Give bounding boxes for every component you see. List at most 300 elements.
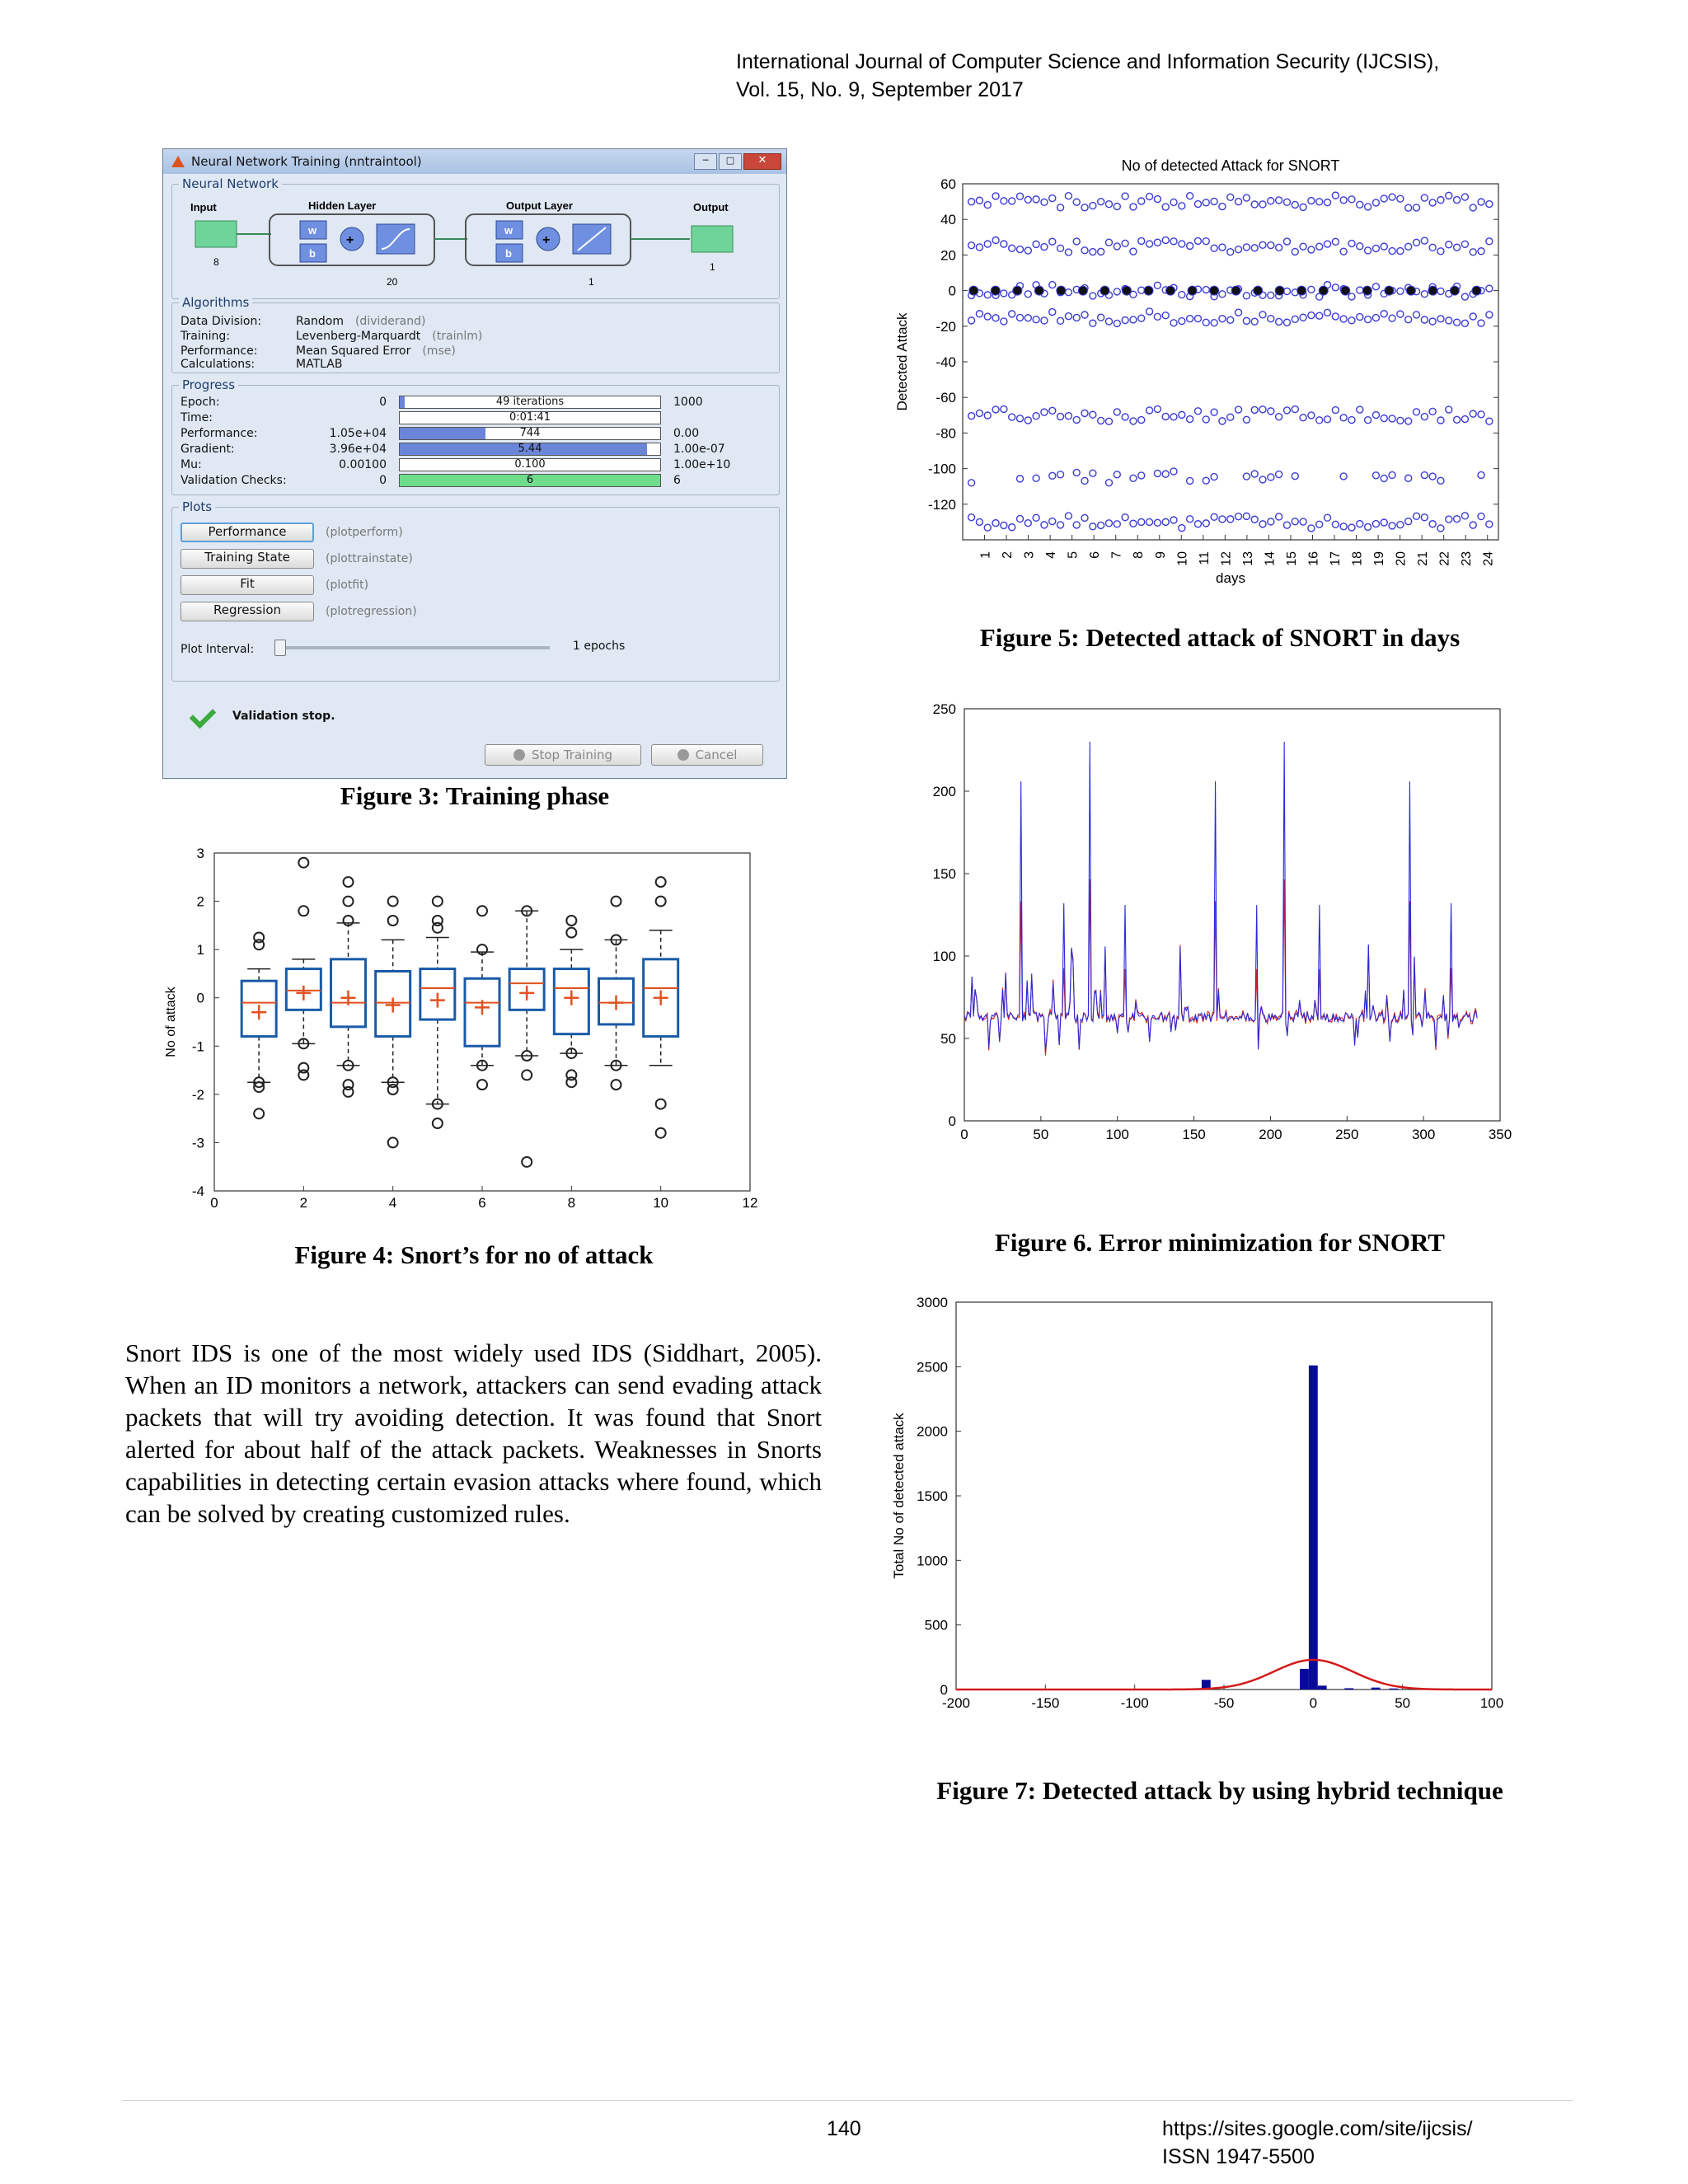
- data-point: [1421, 291, 1428, 298]
- data-point: [1009, 311, 1015, 317]
- x-tick-label: 4: [388, 1195, 397, 1211]
- data-point: [1211, 409, 1217, 415]
- data-point: [1073, 238, 1080, 245]
- data-point: [1292, 316, 1298, 322]
- histogram-bar: [1318, 1685, 1327, 1690]
- data-point: [1446, 192, 1452, 199]
- algo-row-performance: Performance: Mean Squared Error (mse): [181, 344, 456, 358]
- data-point: [1470, 522, 1476, 528]
- performance-plot-button[interactable]: Performance: [181, 523, 314, 542]
- mean-marker: [519, 986, 534, 1001]
- footer-links: [1162, 2115, 1473, 2171]
- progress-end: 1000: [673, 396, 703, 409]
- data-point: [1105, 201, 1112, 208]
- x-tick-label: -50: [1213, 1695, 1235, 1711]
- data-point: [1340, 248, 1347, 255]
- footer-rule: [122, 2100, 1573, 2101]
- mean-marker: [296, 986, 311, 1001]
- algo-row-training: Training: Levenberg-Marquardt (trainlm): [181, 330, 483, 343]
- y-tick-label: 0: [196, 990, 204, 1006]
- data-point: [1162, 471, 1169, 477]
- data-point: [1049, 472, 1056, 479]
- input-label: Input: [190, 201, 217, 213]
- data-point: [1461, 194, 1468, 200]
- data-point: [1300, 243, 1306, 250]
- cancel-label: Cancel: [695, 748, 738, 762]
- highlight-point: [1144, 286, 1153, 295]
- data-point: [1478, 513, 1484, 520]
- y-tick-label: 2000: [917, 1423, 948, 1440]
- data-point: [1486, 312, 1493, 318]
- y-tick-label: -20: [935, 318, 956, 335]
- outlier-point: [656, 1099, 666, 1109]
- data-point: [1268, 242, 1274, 249]
- data-point: [1154, 239, 1160, 246]
- data-point: [1372, 284, 1379, 290]
- highlight-point: [991, 286, 1000, 295]
- data-point: [1219, 316, 1226, 322]
- slider-thumb[interactable]: [274, 640, 286, 656]
- data-point: [984, 412, 991, 419]
- progress-title: Progress: [179, 377, 238, 392]
- outlier-point: [388, 897, 398, 907]
- data-point: [1057, 204, 1064, 211]
- y-axis-label: No of attack: [164, 987, 178, 1057]
- data-point: [1187, 416, 1193, 423]
- data-point: [1405, 475, 1412, 481]
- data-point: [984, 202, 991, 209]
- data-point: [1348, 196, 1355, 203]
- maximize-button[interactable]: □: [719, 153, 742, 170]
- chart-title: No of detected Attack for SNORT: [1121, 157, 1340, 174]
- data-point: [1146, 241, 1153, 247]
- outlier-point: [298, 1070, 308, 1080]
- data-point: [1041, 199, 1048, 205]
- y-tick-label: -60: [935, 390, 956, 406]
- data-point: [1308, 286, 1315, 293]
- figure-5-caption: Figure 5: Detected attack of SNORT in days: [979, 623, 1461, 652]
- data-point: [1316, 312, 1323, 319]
- progress-label: Time:: [181, 411, 213, 424]
- data-point: [1259, 521, 1266, 527]
- x-tick-label: 50: [1395, 1695, 1411, 1711]
- progress-bar-label: 0:01:41: [509, 411, 551, 424]
- data-point: [1405, 418, 1412, 424]
- data-point: [1316, 243, 1323, 250]
- data-point: [1414, 513, 1420, 519]
- histogram-bar: [1309, 1366, 1318, 1690]
- data-point: [1470, 204, 1476, 211]
- progress-end: 1.00e+10: [673, 458, 731, 471]
- y-tick-label: 1500: [917, 1488, 948, 1504]
- data-point: [1437, 316, 1444, 322]
- data-point: [1227, 414, 1234, 420]
- highlight-point: [1362, 286, 1372, 295]
- highlight-point: [1100, 286, 1109, 295]
- x-tick-label: 0: [1309, 1695, 1318, 1711]
- mean-marker: [564, 991, 579, 1005]
- x-tick-label: 23: [1460, 551, 1475, 566]
- regression-plot-button[interactable]: Regression: [181, 602, 314, 621]
- x-tick-label: 16: [1306, 551, 1321, 566]
- data-point: [1017, 246, 1024, 253]
- outlier-point: [522, 1157, 532, 1167]
- data-point: [1332, 192, 1339, 199]
- x-tick-label: 21: [1416, 551, 1431, 566]
- data-point: [1203, 520, 1209, 527]
- highlight-point: [1275, 286, 1284, 295]
- data-point: [1372, 245, 1379, 251]
- data-point: [1372, 521, 1379, 527]
- data-point: [1236, 246, 1242, 253]
- data-point: [1276, 197, 1282, 204]
- data-point: [1114, 409, 1120, 415]
- data-point: [1154, 313, 1160, 320]
- data-point: [1105, 520, 1112, 527]
- data-point: [1243, 317, 1250, 324]
- data-point: [1146, 518, 1153, 525]
- data-point: [1470, 410, 1476, 417]
- data-point: [1154, 282, 1160, 288]
- data-point: [1365, 316, 1372, 323]
- progress-bar-label: 0.100: [514, 458, 546, 471]
- data-point: [1251, 245, 1258, 251]
- x-tick-label: 7: [1109, 551, 1124, 559]
- data-point: [1454, 416, 1461, 423]
- performance-plot-fn: (plotperform): [326, 526, 403, 539]
- data-point: [1421, 237, 1428, 244]
- data-point: [1219, 516, 1226, 523]
- data-point: [992, 237, 999, 243]
- data-point: [1316, 417, 1323, 424]
- regression-plot-fn: (plotregression): [326, 605, 417, 618]
- data-point: [1146, 193, 1153, 199]
- data-point: [1340, 316, 1347, 322]
- data-point: [1357, 201, 1363, 208]
- x-tick-label: 20: [1394, 551, 1409, 566]
- data-point: [1421, 472, 1428, 479]
- y-axis-label: Total No of detected attack: [891, 1413, 907, 1579]
- data-point: [1421, 514, 1428, 521]
- data-point: [1033, 514, 1039, 521]
- data-point: [1429, 521, 1436, 527]
- y-tick-label: -80: [935, 425, 956, 442]
- data-point: [1381, 519, 1387, 526]
- data-point: [1194, 408, 1201, 415]
- y-tick-label: -2: [191, 1086, 204, 1103]
- x-tick-label: 19: [1372, 551, 1387, 566]
- data-point: [1283, 319, 1290, 326]
- data-point: [1243, 244, 1250, 251]
- data-point: [1308, 198, 1315, 204]
- data-point: [1098, 314, 1104, 321]
- output-layer-size: 1: [588, 276, 594, 288]
- x-tick-label: 0: [210, 1195, 218, 1211]
- data-point: [1090, 203, 1096, 209]
- data-point: [1065, 313, 1071, 320]
- data-point: [1429, 473, 1436, 480]
- data-point: [1461, 320, 1468, 326]
- data-point: [1057, 317, 1064, 324]
- data-point: [1203, 238, 1209, 245]
- data-point: [1414, 312, 1420, 318]
- data-point: [1187, 193, 1193, 199]
- data-point: [1105, 480, 1112, 486]
- data-point: [968, 199, 975, 205]
- data-point: [1194, 521, 1201, 527]
- data-point: [1389, 471, 1395, 478]
- data-point: [1357, 314, 1363, 321]
- data-point: [1478, 320, 1484, 326]
- progress-group: [171, 377, 780, 495]
- data-point: [1454, 197, 1461, 204]
- data-point: [1276, 244, 1282, 251]
- data-point: [1025, 520, 1031, 527]
- data-point: [1236, 406, 1242, 413]
- data-point: [1348, 293, 1355, 300]
- outlier-point: [433, 897, 443, 907]
- data-point: [1381, 243, 1387, 250]
- highlight-point: [1428, 286, 1437, 295]
- fit-plot-button[interactable]: Fit: [181, 575, 314, 595]
- data-point: [1276, 414, 1282, 420]
- data-point: [1090, 320, 1096, 326]
- data-point: [1429, 408, 1436, 415]
- highlight-point: [1341, 286, 1350, 295]
- data-point: [1340, 523, 1347, 530]
- data-point: [1308, 312, 1315, 319]
- data-point: [1283, 238, 1290, 245]
- data-point: [1292, 406, 1298, 413]
- data-point: [1454, 516, 1461, 523]
- data-point: [1219, 204, 1226, 210]
- hidden-bias-label: b: [309, 247, 316, 260]
- data-point: [1130, 316, 1137, 323]
- data-point: [984, 313, 991, 320]
- data-point: [1025, 291, 1031, 298]
- data-point: [1081, 477, 1088, 484]
- highlight-point: [1385, 286, 1394, 295]
- figure-7-histogram: [882, 1286, 1533, 1731]
- input-size: 8: [213, 256, 219, 268]
- output-layer-label: Output Layer: [506, 199, 573, 212]
- data-point: [1170, 414, 1177, 420]
- data-point: [1461, 416, 1468, 423]
- progress-bar-label: 5.44: [518, 443, 542, 455]
- data-point: [1105, 418, 1112, 424]
- outlier-point: [344, 1087, 354, 1097]
- data-point: [1001, 522, 1007, 528]
- outlier-point: [566, 928, 576, 938]
- y-tick-label: -100: [927, 461, 956, 477]
- data-point: [1211, 474, 1217, 480]
- plot-frame: [964, 709, 1500, 1121]
- data-point: [1259, 406, 1266, 413]
- mean-marker: [386, 998, 401, 1013]
- x-tick-label: 200: [1259, 1127, 1282, 1142]
- progress-end: 0.00: [673, 427, 700, 440]
- neural-network-group: [171, 176, 780, 299]
- data-point: [1308, 412, 1315, 419]
- data-point: [1057, 413, 1064, 419]
- outlier-point: [433, 923, 443, 933]
- y-tick-label: -1: [191, 1038, 204, 1055]
- progress-bar: [399, 443, 661, 456]
- data-point: [1437, 197, 1444, 204]
- cancel-button[interactable]: [651, 744, 763, 766]
- histogram-bar: [1344, 1688, 1353, 1690]
- data-point: [1073, 199, 1080, 205]
- data-point: [1268, 408, 1274, 415]
- y-tick-label: 500: [924, 1617, 948, 1633]
- data-point: [1397, 248, 1404, 255]
- data-point: [1276, 471, 1282, 478]
- stop-training-button[interactable]: [485, 744, 641, 766]
- data-point: [1486, 418, 1493, 424]
- nntraintool-window: [162, 148, 787, 779]
- outlier-point: [388, 1085, 398, 1094]
- data-point: [1009, 414, 1015, 420]
- data-point: [1283, 288, 1290, 294]
- data-point: [1470, 313, 1476, 320]
- data-point: [1283, 522, 1290, 528]
- minimize-button[interactable]: ─: [694, 153, 717, 170]
- outlier-point: [254, 1108, 264, 1118]
- progress-bar: [399, 474, 661, 487]
- data-point: [1025, 196, 1031, 203]
- data-point: [1203, 199, 1209, 206]
- data-point: [1478, 471, 1484, 478]
- close-button[interactable]: ✕: [743, 153, 781, 170]
- progress-label: Validation Checks:: [181, 474, 287, 487]
- x-tick-label: -100: [1120, 1695, 1149, 1711]
- y-tick-label: 200: [932, 784, 956, 799]
- y-tick-label: 2500: [917, 1359, 948, 1376]
- data-point: [976, 518, 982, 525]
- data-point: [1105, 239, 1112, 246]
- x-tick-label: 6: [478, 1195, 486, 1211]
- data-point: [1049, 518, 1056, 525]
- neural-network-title: Neural Network: [179, 176, 282, 191]
- data-point: [1357, 243, 1363, 250]
- data-point: [1170, 517, 1177, 523]
- progress-bar: [399, 458, 661, 471]
- data-point: [1122, 193, 1128, 199]
- outlier-point: [433, 1118, 443, 1128]
- data-point: [1170, 199, 1177, 205]
- data-point: [1397, 288, 1404, 294]
- x-tick-label: 17: [1329, 551, 1343, 566]
- data-point: [1130, 475, 1137, 481]
- data-point: [968, 413, 975, 419]
- fit-plot-fn: (plotfit): [326, 579, 369, 592]
- window-title: Neural Network Training (nntraintool): [191, 154, 422, 169]
- data-point: [1461, 513, 1468, 519]
- figure-5-scatter: [890, 152, 1517, 598]
- y-tick-label: 20: [940, 247, 956, 264]
- data-point: [1203, 287, 1209, 293]
- data-point: [1292, 473, 1298, 480]
- training-state-plot-button[interactable]: Training State: [181, 549, 314, 569]
- data-point: [1389, 194, 1395, 200]
- x-tick-label: 8: [567, 1195, 576, 1211]
- outlier-point: [522, 1070, 532, 1080]
- data-point: [1292, 201, 1298, 208]
- data-point: [1122, 414, 1128, 420]
- data-point: [1381, 415, 1387, 421]
- data-point: [1057, 522, 1064, 528]
- data-point: [1365, 523, 1372, 530]
- data-point: [1357, 406, 1363, 413]
- svg-text:+: +: [542, 233, 551, 247]
- matlab-logo-icon: [171, 156, 185, 167]
- figure-6-caption: Figure 6. Error minimization for SNORT: [995, 1228, 1445, 1257]
- journal-header: [736, 48, 1643, 104]
- plot-interval-value: 1 epochs: [573, 640, 626, 653]
- outlier-point: [344, 897, 354, 907]
- progress-end: 6: [673, 474, 681, 487]
- data-point: [1251, 516, 1258, 523]
- outlier-point: [388, 916, 398, 926]
- data-point: [1300, 314, 1306, 321]
- data-point: [1105, 318, 1112, 325]
- highlight-point: [1406, 286, 1415, 295]
- plot-interval-slider[interactable]: [278, 646, 550, 649]
- data-point: [1049, 407, 1056, 414]
- data-point: [1405, 518, 1412, 525]
- data-point: [1437, 288, 1444, 294]
- data-point: [1049, 238, 1056, 245]
- cancel-icon: [678, 749, 689, 761]
- data-point: [1446, 241, 1452, 248]
- output-label: Output: [693, 201, 729, 213]
- data-point: [1130, 248, 1137, 255]
- data-point: [1114, 521, 1120, 527]
- highlight-point: [1254, 286, 1263, 295]
- hidden-size: 20: [387, 276, 398, 288]
- data-point: [1073, 522, 1080, 528]
- data-point: [1365, 204, 1372, 210]
- data-point: [1017, 515, 1024, 522]
- data-point: [1065, 289, 1071, 296]
- x-tick-label: 12: [742, 1195, 758, 1211]
- data-point: [1332, 407, 1339, 414]
- highlight-point: [1210, 286, 1219, 295]
- data-point: [984, 241, 991, 247]
- data-point: [976, 244, 982, 251]
- data-point: [1203, 416, 1209, 423]
- data-point: [984, 292, 991, 298]
- progress-bar-label: 744: [519, 427, 541, 439]
- data-point: [1049, 195, 1056, 202]
- data-point: [1397, 522, 1404, 528]
- data-point: [1446, 516, 1452, 523]
- data-point: [1243, 513, 1250, 519]
- data-point: [1001, 198, 1007, 204]
- x-tick-label: 22: [1437, 551, 1452, 566]
- journal-url[interactable]: https://sites.google.com/site/ijcsis/: [1162, 2117, 1473, 2140]
- data-point: [1446, 406, 1452, 413]
- data-point: [1397, 417, 1404, 424]
- data-point: [1033, 413, 1039, 419]
- stop-icon: [513, 749, 525, 761]
- outlier-point: [566, 916, 576, 926]
- data-point: [1461, 293, 1468, 300]
- hidden-weight-label: w: [308, 224, 317, 237]
- x-tick-label: 150: [1182, 1127, 1206, 1142]
- x-tick-label: 350: [1488, 1127, 1512, 1142]
- outlier-point: [566, 1077, 576, 1087]
